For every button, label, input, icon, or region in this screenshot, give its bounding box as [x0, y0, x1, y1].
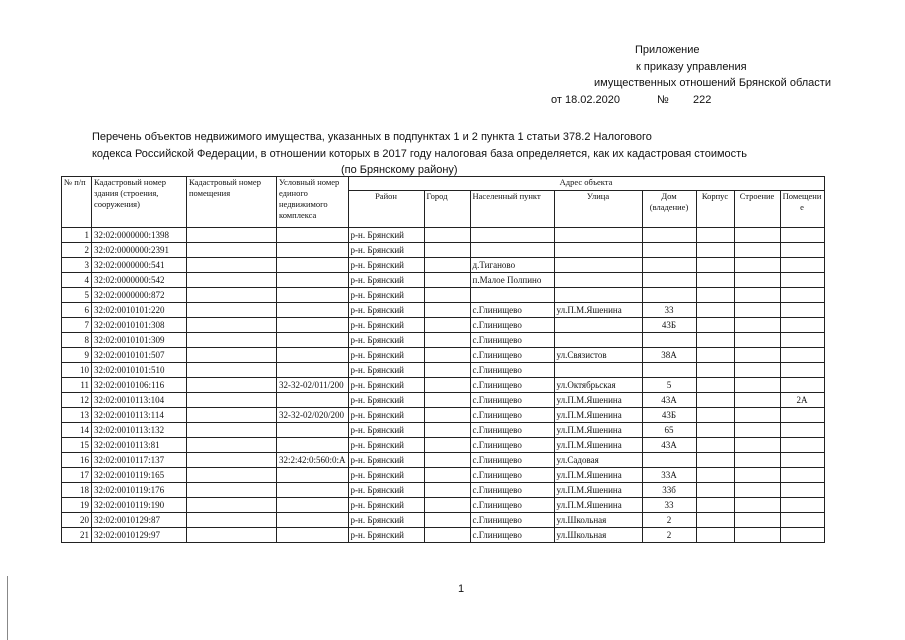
table-row	[62, 528, 825, 543]
district-cell: р-н. Брянский	[348, 423, 424, 438]
complex-number-cell	[277, 288, 349, 303]
korpus-cell	[696, 303, 734, 318]
cad-building-cell: 32:02:0010129:97	[92, 528, 187, 543]
cad-room-cell	[187, 483, 277, 498]
page-number: 1	[458, 583, 465, 595]
cad-building-cell: 32:02:0000000:872	[92, 288, 187, 303]
row-number-cell: 18	[62, 483, 92, 498]
row-number-cell: 16	[62, 453, 92, 468]
street-cell: ул.П.М.Яшенина	[554, 438, 642, 453]
district-cell: р-н. Брянский	[348, 348, 424, 363]
table-row	[62, 513, 825, 528]
complex-number-cell	[277, 333, 349, 348]
house-cell: 43А	[642, 393, 696, 408]
stroenie-cell	[734, 348, 780, 363]
table-row	[62, 303, 825, 318]
city-cell	[424, 228, 470, 243]
house-cell	[642, 363, 696, 378]
cad-building-cell: 32:02:0010101:510	[92, 363, 187, 378]
cad-room-cell	[187, 258, 277, 273]
room-cell	[780, 483, 824, 498]
row-number-cell: 11	[62, 378, 92, 393]
house-cell: 2	[642, 528, 696, 543]
district-cell: р-н. Брянский	[348, 303, 424, 318]
cad-room-cell	[187, 498, 277, 513]
complex-number-cell	[277, 258, 349, 273]
complex-number-cell: 32:2:42:0:560:0:А	[277, 453, 349, 468]
table-row	[62, 408, 825, 423]
table-row	[62, 468, 825, 483]
cad-room-cell	[187, 303, 277, 318]
locality-cell: с.Глинищево	[470, 453, 554, 468]
table-row	[62, 453, 825, 468]
cad-building-cell: 32:02:0010129:87	[92, 513, 187, 528]
city-cell	[424, 468, 470, 483]
city-cell	[424, 258, 470, 273]
table-row	[62, 423, 825, 438]
city-cell	[424, 423, 470, 438]
room-cell	[780, 333, 824, 348]
cad-room-cell	[187, 528, 277, 543]
district-cell: р-н. Брянский	[348, 318, 424, 333]
street-cell: ул.П.М.Яшенина	[554, 498, 642, 513]
locality-cell: с.Глинищево	[470, 408, 554, 423]
house-cell: 33б	[642, 483, 696, 498]
stroenie-cell	[734, 483, 780, 498]
cad-building-cell: 32:02:0000000:2391	[92, 243, 187, 258]
stroenie-cell	[734, 423, 780, 438]
street-cell: ул.П.М.Яшенина	[554, 468, 642, 483]
cad-room-cell	[187, 453, 277, 468]
order-number: 222	[693, 94, 712, 106]
room-cell	[780, 288, 824, 303]
street-cell: ул.Школьная	[554, 513, 642, 528]
complex-number-cell	[277, 303, 349, 318]
city-cell	[424, 273, 470, 288]
city-cell	[424, 393, 470, 408]
city-cell	[424, 438, 470, 453]
street-cell	[554, 258, 642, 273]
cad-building-cell: 32:02:0010113:81	[92, 438, 187, 453]
room-cell	[780, 468, 824, 483]
room-cell	[780, 453, 824, 468]
complex-number-cell	[277, 423, 349, 438]
city-cell	[424, 333, 470, 348]
row-number-cell: 8	[62, 333, 92, 348]
street-cell	[554, 228, 642, 243]
stroenie-cell	[734, 318, 780, 333]
room-cell	[780, 228, 824, 243]
korpus-cell	[696, 453, 734, 468]
document-title-line1: Перечень объектов недвижимого имущества, указанных в подпунктах 1 и 2 пункта 1 статьи 378.2 Налогового	[92, 131, 652, 143]
locality-cell	[470, 288, 554, 303]
locality-cell: с.Глинищево	[470, 333, 554, 348]
street-cell	[554, 318, 642, 333]
stroenie-cell	[734, 438, 780, 453]
korpus-cell	[696, 483, 734, 498]
cad-room-cell	[187, 318, 277, 333]
street-cell	[554, 363, 642, 378]
complex-number-cell: 32-32-02/020/200	[277, 408, 349, 423]
cad-building-cell: 32:02:0010119:165	[92, 468, 187, 483]
street-cell: ул.Октябрьская	[554, 378, 642, 393]
col-locality-header: Населенный пункт	[470, 191, 554, 228]
korpus-cell	[696, 498, 734, 513]
scan-edge-line	[7, 576, 8, 640]
property-table	[61, 176, 825, 543]
locality-cell: с.Глинищево	[470, 498, 554, 513]
district-cell: р-н. Брянский	[348, 258, 424, 273]
row-number-cell: 13	[62, 408, 92, 423]
cad-building-cell: 32:02:0010101:309	[92, 333, 187, 348]
row-number-cell: 17	[62, 468, 92, 483]
complex-number-cell	[277, 348, 349, 363]
row-number-cell: 5	[62, 288, 92, 303]
table-row	[62, 498, 825, 513]
cad-room-cell	[187, 363, 277, 378]
cad-room-cell	[187, 513, 277, 528]
locality-cell: с.Глинищево	[470, 423, 554, 438]
stroenie-cell	[734, 228, 780, 243]
room-cell	[780, 528, 824, 543]
korpus-cell	[696, 528, 734, 543]
locality-cell: с.Глинищево	[470, 378, 554, 393]
complex-number-cell	[277, 513, 349, 528]
room-cell	[780, 318, 824, 333]
complex-number-cell: 32-32-02/011/200	[277, 378, 349, 393]
table-row	[62, 348, 825, 363]
room-cell	[780, 438, 824, 453]
room-cell	[780, 348, 824, 363]
table-row	[62, 363, 825, 378]
stroenie-cell	[734, 468, 780, 483]
house-cell	[642, 243, 696, 258]
cad-room-cell	[187, 273, 277, 288]
district-cell: р-н. Брянский	[348, 228, 424, 243]
address-group-header: Адрес объекта	[348, 177, 824, 191]
row-number-cell: 19	[62, 498, 92, 513]
cad-building-cell: 32:02:0010119:176	[92, 483, 187, 498]
row-number-cell: 9	[62, 348, 92, 363]
cad-room-cell	[187, 348, 277, 363]
room-cell	[780, 258, 824, 273]
locality-cell: с.Глинищево	[470, 363, 554, 378]
complex-number-cell	[277, 498, 349, 513]
complex-number-cell	[277, 438, 349, 453]
col-city-header: Город	[424, 191, 470, 228]
district-cell: р-н. Брянский	[348, 468, 424, 483]
table-row	[62, 393, 825, 408]
street-cell	[554, 333, 642, 348]
order-reference: к приказу управления	[636, 61, 747, 73]
korpus-cell	[696, 348, 734, 363]
stroenie-cell	[734, 453, 780, 468]
table-row	[62, 483, 825, 498]
room-cell	[780, 513, 824, 528]
cad-building-cell: 32:02:0010101:308	[92, 318, 187, 333]
locality-cell: с.Глинищево	[470, 318, 554, 333]
table-row	[62, 228, 825, 243]
house-cell	[642, 258, 696, 273]
city-cell	[424, 348, 470, 363]
room-cell	[780, 243, 824, 258]
cad-room-cell	[187, 423, 277, 438]
house-cell: 43А	[642, 438, 696, 453]
complex-number-cell	[277, 528, 349, 543]
street-cell: ул.П.М.Яшенина	[554, 423, 642, 438]
room-cell	[780, 363, 824, 378]
house-cell: 5	[642, 378, 696, 393]
col-room-header: Помещение	[780, 191, 824, 228]
district-cell: р-н. Брянский	[348, 513, 424, 528]
city-cell	[424, 513, 470, 528]
korpus-cell	[696, 393, 734, 408]
street-cell: ул.Садовая	[554, 453, 642, 468]
cad-building-cell: 32:02:0000000:1398	[92, 228, 187, 243]
table-row	[62, 318, 825, 333]
district-cell: р-н. Брянский	[348, 438, 424, 453]
row-number-cell: 21	[62, 528, 92, 543]
district-cell: р-н. Брянский	[348, 288, 424, 303]
appendix-label: Приложение	[635, 44, 700, 56]
locality-cell: п.Малое Полпино	[470, 273, 554, 288]
cad-room-cell	[187, 408, 277, 423]
col-street-header: Улица	[554, 191, 642, 228]
stroenie-cell	[734, 363, 780, 378]
row-number-cell: 7	[62, 318, 92, 333]
table-row	[62, 438, 825, 453]
cad-room-cell	[187, 393, 277, 408]
table-row	[62, 243, 825, 258]
table-row	[62, 333, 825, 348]
district-cell: р-н. Брянский	[348, 243, 424, 258]
korpus-cell	[696, 513, 734, 528]
house-cell: 33	[642, 303, 696, 318]
city-cell	[424, 318, 470, 333]
stroenie-cell	[734, 408, 780, 423]
stroenie-cell	[734, 393, 780, 408]
stroenie-cell	[734, 243, 780, 258]
table-row	[62, 258, 825, 273]
city-cell	[424, 498, 470, 513]
street-cell: ул.Связистов	[554, 348, 642, 363]
cad-building-cell: 32:02:0010101:507	[92, 348, 187, 363]
korpus-cell	[696, 363, 734, 378]
cad-room-cell	[187, 378, 277, 393]
house-cell: 43Б	[642, 318, 696, 333]
korpus-cell	[696, 258, 734, 273]
korpus-cell	[696, 228, 734, 243]
cad-building-cell: 32:02:0000000:541	[92, 258, 187, 273]
district-cell: р-н. Брянский	[348, 273, 424, 288]
city-cell	[424, 453, 470, 468]
korpus-cell	[696, 318, 734, 333]
korpus-cell	[696, 378, 734, 393]
cad-room-cell	[187, 438, 277, 453]
cad-room-cell	[187, 468, 277, 483]
room-cell	[780, 303, 824, 318]
district-cell: р-н. Брянский	[348, 453, 424, 468]
district-cell: р-н. Брянский	[348, 498, 424, 513]
row-number-cell: 3	[62, 258, 92, 273]
city-cell	[424, 363, 470, 378]
complex-number-cell	[277, 318, 349, 333]
cad-room-cell	[187, 243, 277, 258]
stroenie-cell	[734, 513, 780, 528]
document-title-line2: кодекса Российской Федерации, в отношении которых в 2017 году налоговая база определяется, как их кадастровая стоимость	[92, 148, 747, 160]
col-stroenie-header: Строение	[734, 191, 780, 228]
row-number-cell: 20	[62, 513, 92, 528]
row-number-cell: 6	[62, 303, 92, 318]
cad-room-cell	[187, 333, 277, 348]
stroenie-cell	[734, 273, 780, 288]
street-cell: ул.Школьная	[554, 528, 642, 543]
row-number-cell: 15	[62, 438, 92, 453]
row-number-cell: 12	[62, 393, 92, 408]
col-complex-header: Условный номер единого недвижимого комплекса	[277, 177, 349, 228]
locality-cell: с.Глинищево	[470, 468, 554, 483]
korpus-cell	[696, 438, 734, 453]
complex-number-cell	[277, 243, 349, 258]
korpus-cell	[696, 333, 734, 348]
house-cell	[642, 228, 696, 243]
col-korpus-header: Корпус	[696, 191, 734, 228]
cad-building-cell: 32:02:0010101:220	[92, 303, 187, 318]
district-cell: р-н. Брянский	[348, 363, 424, 378]
complex-number-cell	[277, 393, 349, 408]
cad-building-cell: 32:02:0010106:116	[92, 378, 187, 393]
locality-cell: с.Глинищево	[470, 528, 554, 543]
district-cell: р-н. Брянский	[348, 408, 424, 423]
stroenie-cell	[734, 303, 780, 318]
department-name: имущественных отношений Брянской области	[594, 77, 831, 89]
number-sign: №	[657, 94, 669, 106]
korpus-cell	[696, 243, 734, 258]
row-number-cell: 14	[62, 423, 92, 438]
stroenie-cell	[734, 528, 780, 543]
korpus-cell	[696, 288, 734, 303]
row-number-cell: 10	[62, 363, 92, 378]
district-cell: р-н. Брянский	[348, 378, 424, 393]
cad-building-cell: 32:02:0010117:137	[92, 453, 187, 468]
document-title-line3: (по Брянскому району)	[341, 164, 458, 176]
complex-number-cell	[277, 483, 349, 498]
complex-number-cell	[277, 228, 349, 243]
complex-number-cell	[277, 363, 349, 378]
city-cell	[424, 378, 470, 393]
room-cell	[780, 408, 824, 423]
city-cell	[424, 243, 470, 258]
complex-number-cell	[277, 468, 349, 483]
street-cell: ул.П.М.Яшенина	[554, 393, 642, 408]
district-cell: р-н. Брянский	[348, 333, 424, 348]
house-cell: 43Б	[642, 408, 696, 423]
row-number-cell: 2	[62, 243, 92, 258]
city-cell	[424, 303, 470, 318]
house-cell	[642, 453, 696, 468]
table-row	[62, 273, 825, 288]
room-cell	[780, 273, 824, 288]
room-cell	[780, 498, 824, 513]
house-cell: 38А	[642, 348, 696, 363]
house-cell: 65	[642, 423, 696, 438]
room-cell	[780, 423, 824, 438]
street-cell	[554, 288, 642, 303]
locality-cell: с.Глинищево	[470, 393, 554, 408]
house-cell	[642, 333, 696, 348]
row-number-cell: 4	[62, 273, 92, 288]
stroenie-cell	[734, 498, 780, 513]
room-cell: 2А	[780, 393, 824, 408]
table-row	[62, 378, 825, 393]
korpus-cell	[696, 273, 734, 288]
city-cell	[424, 288, 470, 303]
street-cell: ул.П.М.Яшенина	[554, 303, 642, 318]
cad-building-cell: 32:02:0000000:542	[92, 273, 187, 288]
house-cell	[642, 288, 696, 303]
row-number-cell: 1	[62, 228, 92, 243]
col-num-header: № п/п	[62, 177, 92, 228]
cad-building-cell: 32:02:0010119:190	[92, 498, 187, 513]
house-cell: 33	[642, 498, 696, 513]
korpus-cell	[696, 423, 734, 438]
stroenie-cell	[734, 288, 780, 303]
district-cell: р-н. Брянский	[348, 393, 424, 408]
district-cell: р-н. Брянский	[348, 528, 424, 543]
cad-room-cell	[187, 288, 277, 303]
locality-cell: с.Глинищево	[470, 348, 554, 363]
korpus-cell	[696, 468, 734, 483]
city-cell	[424, 483, 470, 498]
house-cell	[642, 273, 696, 288]
street-cell	[554, 243, 642, 258]
city-cell	[424, 528, 470, 543]
stroenie-cell	[734, 378, 780, 393]
korpus-cell	[696, 408, 734, 423]
stroenie-cell	[734, 333, 780, 348]
cad-building-cell: 32:02:0010113:104	[92, 393, 187, 408]
locality-cell: с.Глинищево	[470, 303, 554, 318]
table-row	[62, 288, 825, 303]
locality-cell	[470, 228, 554, 243]
street-cell: ул.П.М.Яшенина	[554, 483, 642, 498]
locality-cell: с.Глинищево	[470, 513, 554, 528]
house-cell: 2	[642, 513, 696, 528]
complex-number-cell	[277, 273, 349, 288]
cad-building-cell: 32:02:0010113:132	[92, 423, 187, 438]
col-cad-building-header: Кадастровый номер здания (строения, сооружения)	[92, 177, 187, 228]
house-cell: 33А	[642, 468, 696, 483]
locality-cell: с.Глинищево	[470, 483, 554, 498]
stroenie-cell	[734, 258, 780, 273]
locality-cell	[470, 243, 554, 258]
street-cell	[554, 273, 642, 288]
col-cad-room-header: Кадастровый номер помещения	[187, 177, 277, 228]
col-district-header: Район	[348, 191, 424, 228]
street-cell: ул.П.М.Яшенина	[554, 408, 642, 423]
district-cell: р-н. Брянский	[348, 483, 424, 498]
room-cell	[780, 378, 824, 393]
col-house-header: Дом (владение)	[642, 191, 696, 228]
cad-room-cell	[187, 228, 277, 243]
city-cell	[424, 408, 470, 423]
locality-cell: д.Тиганово	[470, 258, 554, 273]
order-date: от 18.02.2020	[551, 94, 621, 106]
cad-building-cell: 32:02:0010113:114	[92, 408, 187, 423]
locality-cell: с.Глинищево	[470, 438, 554, 453]
